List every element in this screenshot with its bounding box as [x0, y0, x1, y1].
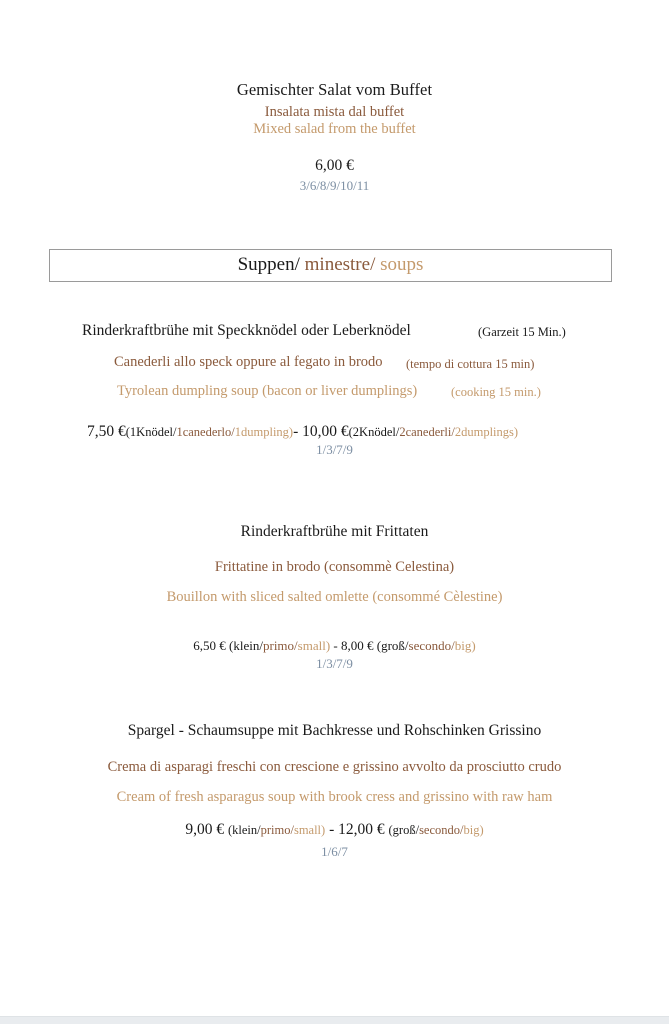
dish3-name-italian: Crema di asparagi freschi con crescione e grissino avvolto da prosciutto crudo [107, 759, 562, 775]
section-header-italian: minestre/ [299, 254, 376, 275]
dish3-portion1-english: small) [293, 823, 326, 837]
dish2-portion2-german: (groß/ [376, 638, 409, 653]
dish1-price-separator: - [293, 423, 303, 440]
dish3-allergen-codes: 1/6/7 [321, 844, 348, 859]
dish1-portion2-english: 2dumplings) [454, 425, 519, 439]
salad-title-italian: Insalata mista dal buffet [264, 104, 405, 120]
dish2-name-italian: Frittatine in brodo (consommè Celestina) [214, 559, 455, 575]
dish1-price-second: 10,00 € [302, 423, 349, 440]
salad-title-german: Gemischter Salat vom Buffet [236, 80, 433, 99]
dish2-portion1-german: (klein/ [229, 638, 263, 653]
dish2-name-german: Rinderkraftbrühe mit Frittaten [240, 523, 429, 540]
dish3-price-second: 12,00 € [338, 821, 389, 838]
dish1-portion1-italian: 1canederlo/ [176, 425, 235, 439]
dish2-allergen-codes: 1/3/7/9 [316, 656, 353, 671]
dish2-portion2-english: big) [454, 638, 476, 653]
dish1-note-german: (Garzeit 15 Min.) [478, 325, 566, 339]
section-header-english: soups [375, 254, 424, 275]
dish2-portion2-italian: secondo/ [408, 638, 455, 653]
salad-title-english: Mixed salad from the buffet [253, 121, 416, 137]
dish1-note-italian: (tempo di cottura 15 min) [406, 357, 535, 371]
section-header-german: Suppen/ [237, 254, 300, 275]
dish2-price-separator: - [330, 638, 341, 653]
dish3-price-separator: - [325, 821, 339, 838]
salad-price: 6,00 € [315, 157, 354, 174]
dish1-allergen-codes: 1/3/7/9 [316, 442, 353, 457]
dish3-name-german: Spargel - Schaumsuppe mit Bachkresse und Rohschinken Grissino [127, 722, 542, 739]
dish3-price-line [0, 821, 669, 839]
dish1-name-italian: Canederli allo speck oppure al fegato in brodo [114, 354, 383, 370]
section-header-soups [49, 249, 612, 282]
dish2-price-second: 8,00 € [341, 638, 377, 653]
page-bottom-edge [0, 1016, 669, 1024]
dish1-name-german: Rinderkraftbrühe mit Speckknödel oder Leberknödel [82, 322, 411, 339]
dish3-portion1-german: (klein/ [227, 823, 261, 837]
salad-allergen-codes: 3/6/8/9/10/11 [299, 178, 370, 193]
dish3-portion1-italian: primo/ [260, 823, 294, 837]
dish2-portion1-italian: primo/ [262, 638, 298, 653]
dish2-name-english: Bouillon with sliced salted omlette (consommé Cèlestine) [166, 589, 503, 605]
dish2-price-first: 6,50 € [193, 638, 230, 653]
dish3-price-first: 9,00 € [185, 821, 228, 838]
section-header-label [50, 254, 611, 276]
dish2-portion1-english: small) [297, 638, 331, 653]
dish1-note-english: (cooking 15 min.) [451, 385, 541, 399]
dish3-portion2-german: (groß/ [388, 823, 420, 837]
dish1-name-english: Tyrolean dumpling soup (bacon or liver dumplings) [117, 383, 418, 399]
dish3-portion2-english: big) [463, 823, 484, 837]
dish1-portion2-german: (2Knödel/ [348, 425, 400, 439]
dish1-portion1-english: 1dumpling) [234, 425, 294, 439]
dish3-name-english: Cream of fresh asparagus soup with brook cress and grissino with raw ham [116, 789, 553, 805]
dish2-price-line [0, 638, 669, 654]
dish1-price-line [87, 423, 518, 441]
dish1-portion1-german: (1Knödel/ [125, 425, 177, 439]
dish1-price-first: 7,50 € [87, 423, 126, 440]
dish3-portion2-italian: secondo/ [419, 823, 464, 837]
dish1-portion2-italian: 2canederli/ [399, 425, 455, 439]
